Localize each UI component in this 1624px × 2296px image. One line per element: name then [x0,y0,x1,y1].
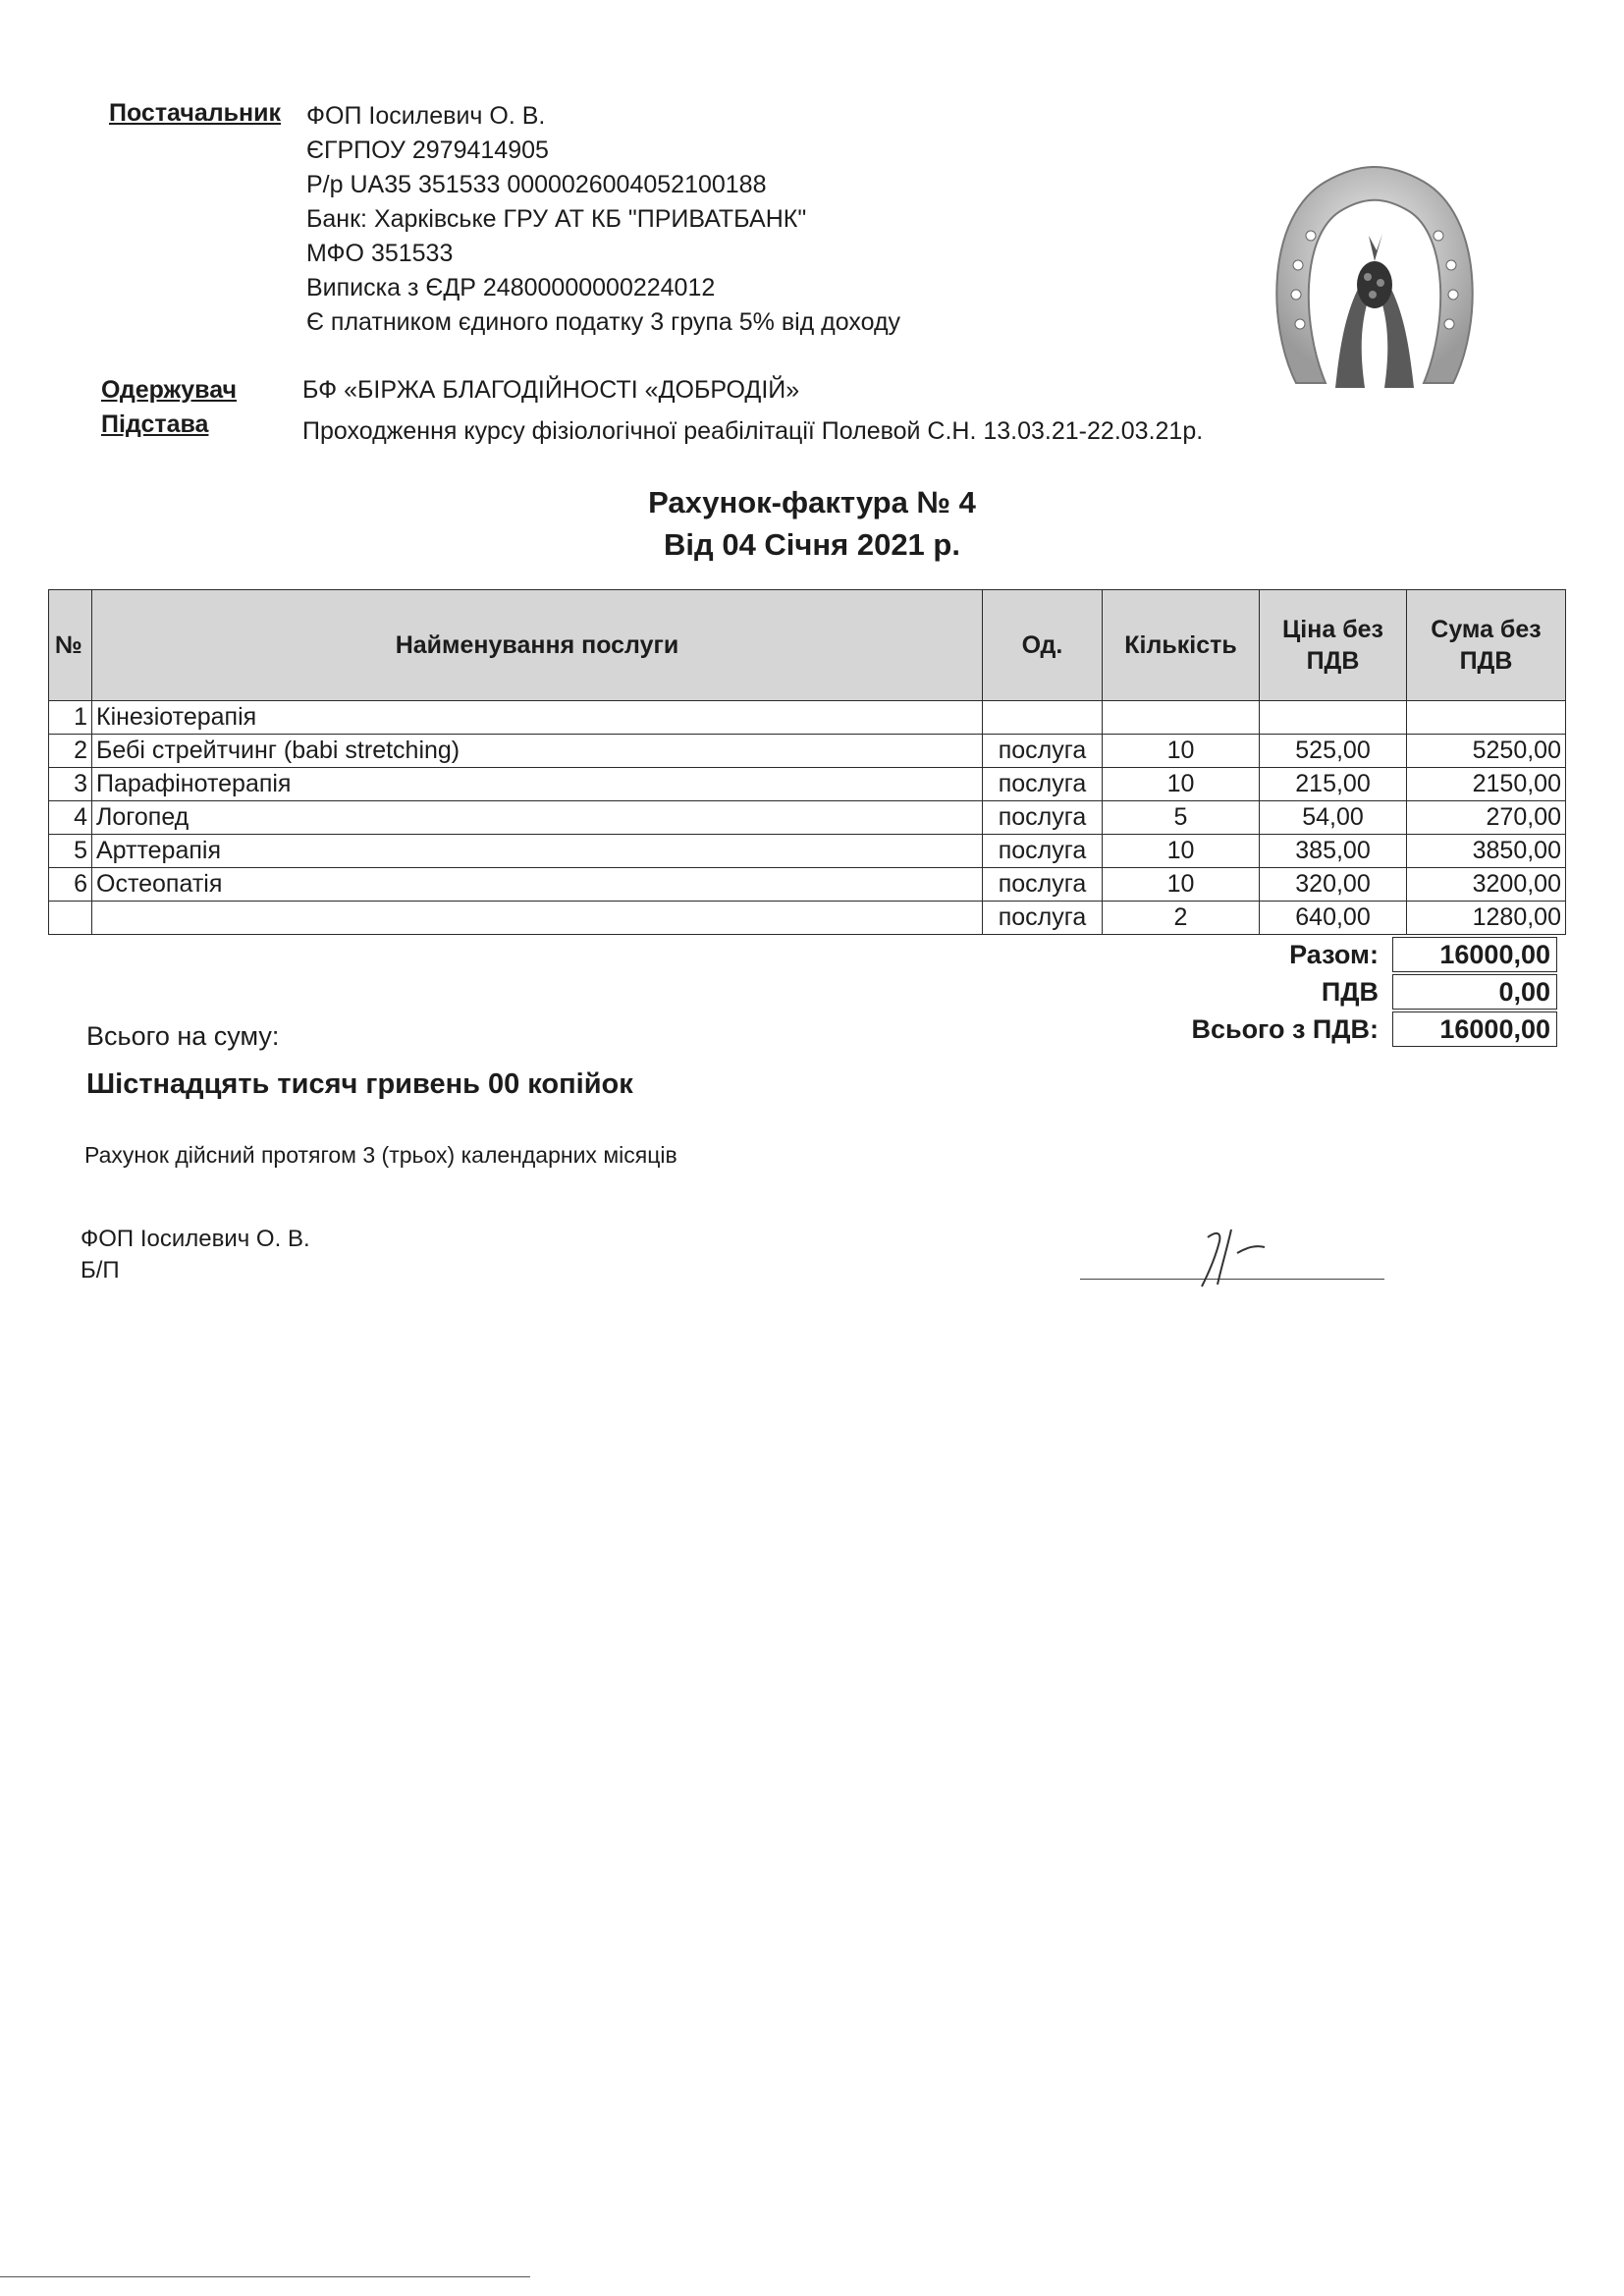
row-sum: 2150,00 [1407,768,1566,801]
table-row [49,735,1566,768]
row-quantity [1103,701,1260,735]
row-sum: 270,00 [1407,801,1566,835]
supplier-account: Р/р UA35 351533 0000026004052100188 [306,171,767,198]
row-sum [1407,701,1566,735]
row-quantity: 10 [1103,768,1260,801]
row-number: 4 [49,801,92,835]
services-table-wrapper [48,589,1565,935]
row-number: 5 [49,835,92,868]
row-price: 525,00 [1260,735,1407,768]
recipient-label: Одержувач [101,376,238,404]
header-sum-line1: Сума без [1431,616,1542,643]
row-unit: послуга [983,902,1103,935]
recipient-value: БФ «БІРЖА БЛАГОДІЙНОСТІ «ДОБРОДІЙ» [302,376,800,404]
sum-in-words-label: Всього на суму: [86,1021,280,1051]
vat-row [1080,973,1557,1011]
row-sum: 1280,00 [1407,902,1566,935]
row-price [1260,701,1407,735]
validity-note: Рахунок дійсний протягом 3 (трьох) календарних місяців [84,1142,677,1168]
total-row [1080,1011,1557,1048]
total-value: 16000,00 [1392,1011,1557,1047]
total-label: Всього з ПДВ: [1191,1013,1379,1044]
header-unit: Од. [983,590,1103,701]
subtotal-row [1080,936,1557,973]
table-row [49,701,1566,735]
row-unit: послуга [983,735,1103,768]
table-row [49,868,1566,902]
row-unit: послуга [983,801,1103,835]
supplier-mfo: МФО 351533 [306,240,454,267]
row-service-name: Бебі стрейтчинг (babi stretching) [92,735,983,768]
vat-value: 0,00 [1392,974,1557,1010]
table-row [49,801,1566,835]
row-price: 385,00 [1260,835,1407,868]
basis-label: Підстава [101,410,209,438]
row-sum: 5250,00 [1407,735,1566,768]
row-number: 3 [49,768,92,801]
row-number [49,902,92,935]
header-number: № [49,590,92,701]
row-sum: 3850,00 [1407,835,1566,868]
table-row [49,835,1566,868]
row-price: 320,00 [1260,868,1407,902]
invoice-date: Від 04 Січня 2021 р. [664,527,960,562]
row-unit: послуга [983,768,1103,801]
vat-label: ПДВ [1321,976,1379,1007]
stamp-note: Б/П [81,1257,120,1284]
row-quantity: 2 [1103,902,1260,935]
row-service-name: Кінезіотерапія [92,701,983,735]
supplier-bank: Банк: Харківське ГРУ АТ КБ "ПРИВАТБАНК" [306,205,807,233]
row-service-name: Остеопатія [92,868,983,902]
header-sum [1407,590,1566,701]
table-row [49,902,1566,935]
supplier-name: ФОП Іосилевич О. В. [306,102,546,130]
header-sum-line2: ПДВ [1459,647,1513,675]
supplier-edr-extract: Виписка з ЄДР 24800000000224012 [306,274,716,301]
subtotal-label: Разом: [1289,939,1379,969]
table-header-row [49,590,1566,701]
invoice-title: Рахунок-фактура № 4 [648,485,976,519]
subtotal-value: 16000,00 [1392,937,1557,972]
row-service-name: Парафінотерапія [92,768,983,801]
services-table [48,589,1566,935]
totals-block [1080,936,1557,1048]
signatory-name: ФОП Іосилевич О. В. [81,1226,310,1252]
row-quantity: 10 [1103,735,1260,768]
supplier-label: Постачальник [109,99,281,127]
logo-horseshoe-hands-icon [1267,157,1483,393]
row-sum: 3200,00 [1407,868,1566,902]
row-service-name [92,902,983,935]
row-unit [983,701,1103,735]
row-unit: послуга [983,868,1103,902]
row-number: 1 [49,701,92,735]
row-price: 640,00 [1260,902,1407,935]
table-row [49,768,1566,801]
row-quantity: 5 [1103,801,1260,835]
row-number: 6 [49,868,92,902]
supplier-details [306,99,900,340]
row-unit: послуга [983,835,1103,868]
row-service-name: Логопед [92,801,983,835]
row-service-name: Арттерапія [92,835,983,868]
header-price [1260,590,1407,701]
header-price-line2: ПДВ [1306,647,1360,675]
header-service-name: Найменування послуги [92,590,983,701]
row-quantity: 10 [1103,835,1260,868]
supplier-edrpou: ЄГРПОУ 2979414905 [306,137,549,164]
scan-edge-line [0,2276,530,2277]
row-quantity: 10 [1103,868,1260,902]
row-price: 215,00 [1260,768,1407,801]
header-price-line1: Ціна без [1282,616,1383,643]
row-price: 54,00 [1260,801,1407,835]
sum-in-words: Шістнадцять тисяч гривень 00 копійок [86,1068,633,1100]
supplier-tax-status: Є платником єдиного податку 3 група 5% від доходу [306,308,901,336]
row-number: 2 [49,735,92,768]
basis-value: Проходження курсу фізіологічної реабілітації Полевой С.Н. 13.03.21-22.03.21р. [302,417,1204,445]
handwritten-signature-icon [1188,1218,1296,1291]
header-quantity: Кількість [1103,590,1260,701]
